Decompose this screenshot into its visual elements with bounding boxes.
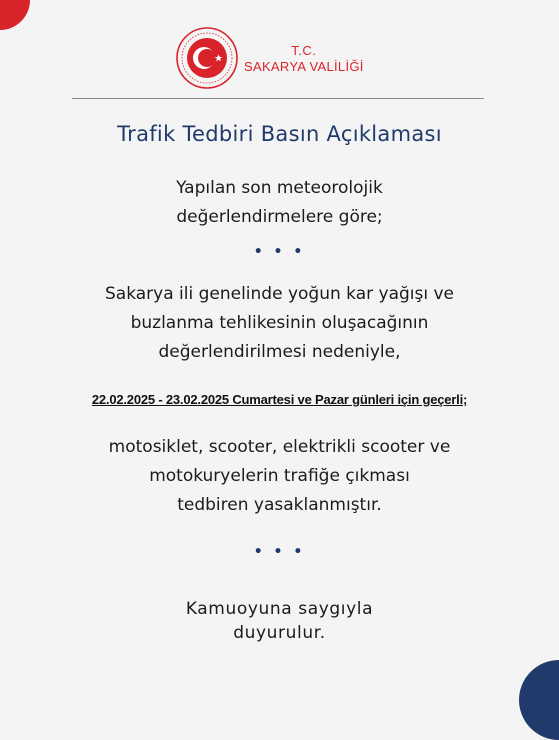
ban-line-2: motokuryelerin trafiğe çıkması (149, 466, 410, 486)
organization-name (244, 43, 364, 74)
intro-paragraph (0, 174, 559, 232)
page-title: Trafik Tedbiri Basın Açıklaması (117, 122, 442, 146)
org-line-1: T.C. (291, 42, 317, 58)
reason-line-2: buzlanma tehlikesinin oluşacağının (130, 313, 429, 333)
closing-text (0, 597, 559, 645)
turkish-crescent-star-seal-icon (176, 27, 238, 89)
reason-paragraph (0, 280, 559, 367)
corner-decoration-bottom-right (519, 660, 559, 740)
reason-line-3: değerlendirilmesi nedeniyle, (158, 342, 401, 362)
header (176, 26, 364, 90)
org-line-2: SAKARYA VALİLİĞİ (244, 58, 364, 74)
reason-line-1: Sakarya ili genelinde yoğun kar yağışı ve (104, 284, 455, 304)
separator-dots: • • • (253, 544, 306, 560)
closing-line-2: duyurulur. (233, 623, 326, 643)
intro-line-1: Yapılan son meteorolojik (176, 178, 383, 198)
ban-line-1: motosiklet, scooter, elektrikli scooter ve (108, 437, 451, 457)
ban-paragraph (0, 433, 559, 520)
header-divider (72, 98, 484, 99)
validity-dates: 22.02.2025 - 23.02.2025 Cumartesi ve Pazar günleri için geçerli; (91, 392, 468, 407)
closing-line-1: Kamuoyuna saygıyla (185, 599, 374, 619)
corner-decoration-top-left (0, 0, 30, 30)
intro-line-2: değerlendirmelere göre; (176, 207, 383, 227)
ban-line-3: tedbiren yasaklanmıştır. (177, 495, 382, 515)
separator-dots: • • • (253, 244, 306, 260)
